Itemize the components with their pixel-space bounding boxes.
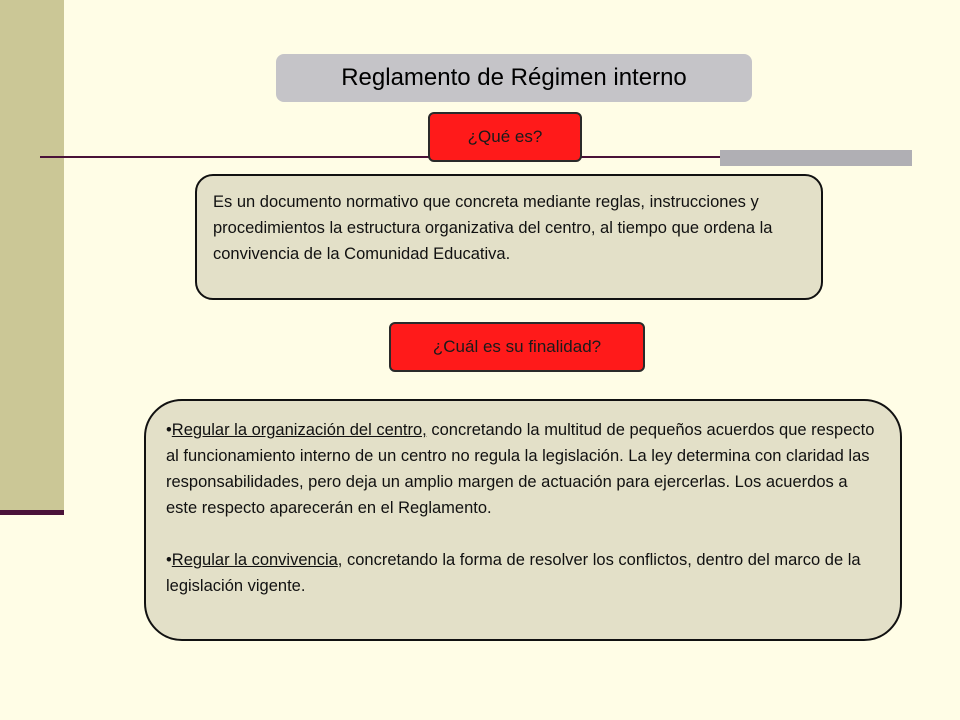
divider-accent-bar bbox=[720, 150, 912, 166]
definition-box bbox=[195, 174, 823, 300]
question-purpose-tag: ¿Cuál es su finalidad? bbox=[389, 322, 645, 372]
purpose-heading: Regular la organización del centro, bbox=[171, 421, 427, 439]
question-what-is-tag: ¿Qué es? bbox=[428, 112, 582, 162]
purpose-box bbox=[144, 399, 902, 641]
purpose-description: concretando la multitud de pequeños acuerdos que respecto al funcionamiento interno de un centro no regula la legislación. La ley determina con claridad las responsabilidades, pero deja un amplio margen de actuación para ejercerlas. Los acuerdos a este respecto aparecerán en el Reglamento. bbox=[166, 421, 875, 517]
purpose-description: , concretando la forma de resolver los conflictos, dentro del marco de la legislación vigente. bbox=[166, 551, 861, 595]
sidebar-accent-line bbox=[0, 510, 64, 515]
slide-title: Reglamento de Régimen interno bbox=[276, 54, 752, 102]
definition-text: Es un documento normativo que concreta mediante reglas, instrucciones y procedimientos la estructura organizativa del centro, al tiempo que ordena la convivencia de la Comunidad Educativa. bbox=[213, 193, 773, 263]
decorative-sidebar bbox=[0, 0, 64, 513]
purpose-item: •Regular la convivencia, concretando la forma de resolver los conflictos, dentro del marco de la legislación vigente. bbox=[166, 551, 861, 595]
purpose-heading: Regular la convivencia bbox=[171, 551, 338, 569]
purpose-item: •Regular la organización del centro, concretando la multitud de pequeños acuerdos que respecto al funcionamiento interno de un centro no regula la legislación. La ley determina con claridad las responsabilidades, pero deja un amplio margen de actuación para ejercerlas. Los acuerdos a este respecto aparecerán en el Reglamento. bbox=[166, 421, 875, 517]
